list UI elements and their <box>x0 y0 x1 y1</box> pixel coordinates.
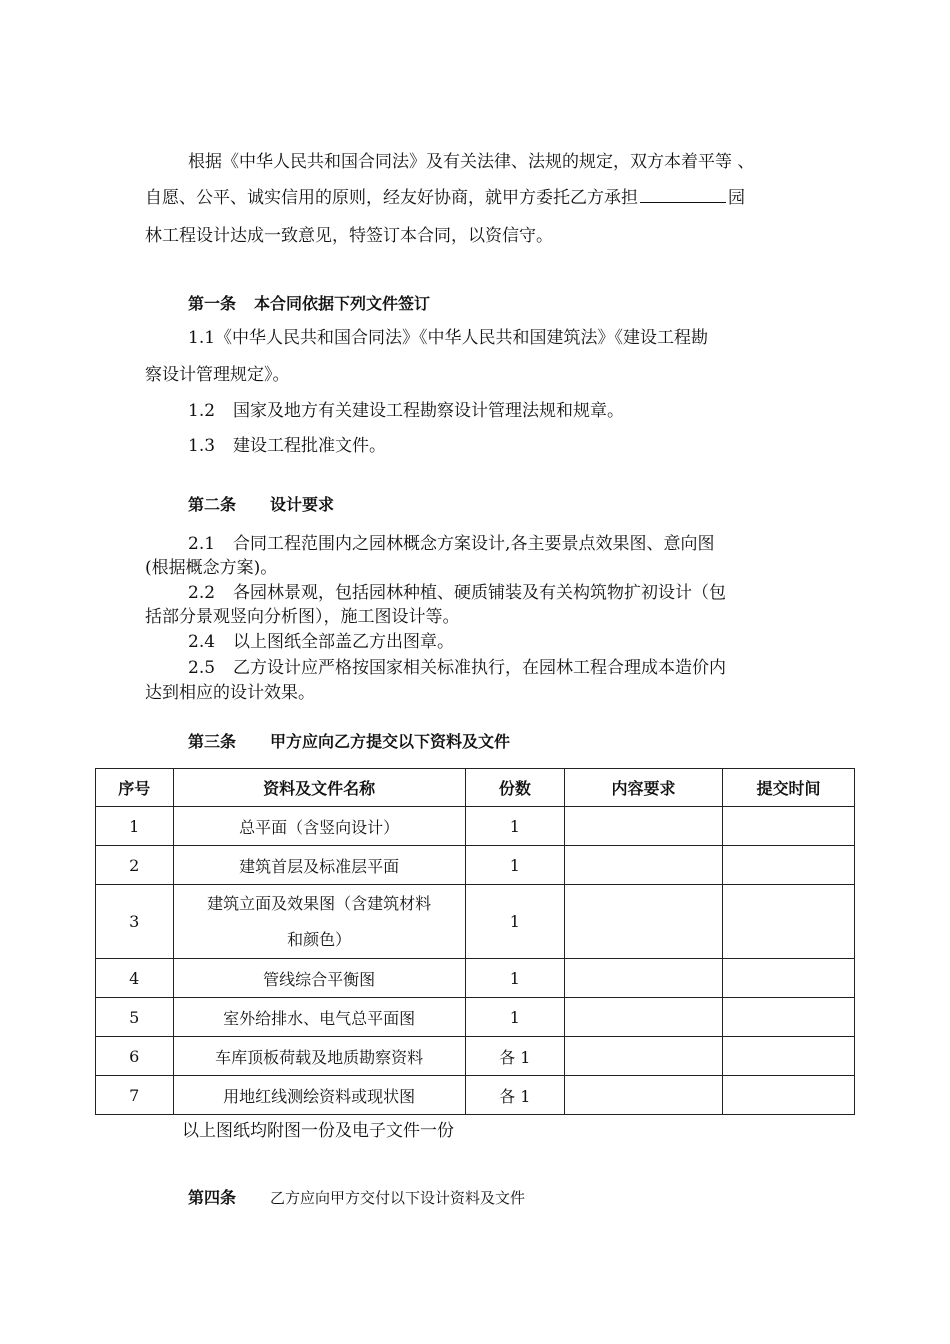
item-number: 2.2 <box>188 583 216 603</box>
table-header-row <box>96 769 855 807</box>
article1-item-1-2 <box>188 400 624 422</box>
article4-heading <box>188 1187 525 1209</box>
table-row <box>96 846 855 885</box>
cell-submit-time <box>723 959 855 998</box>
article2-item-2-1-a <box>188 533 714 555</box>
table-row <box>96 998 855 1037</box>
article2-heading <box>188 494 334 516</box>
item-text: 建设工程批准文件。 <box>233 436 387 456</box>
header-submit-time: 提交时间 <box>723 769 855 807</box>
fill-in-blank <box>640 188 726 203</box>
article4-heading-title: 乙方应向甲方交付以下设计资料及文件 <box>270 1189 526 1207</box>
preamble-line-2-text: 自愿、公平、诚实信用的原则，经友好协商，就甲方委托乙方承担 <box>145 188 638 208</box>
cell-content-requirements <box>564 1037 722 1076</box>
cell-submit-time <box>723 998 855 1037</box>
table-row <box>96 1037 855 1076</box>
article1-item-1-1-b: 察设计管理规定》。 <box>145 365 290 385</box>
header-copies: 份数 <box>465 769 564 807</box>
article3-heading <box>188 731 510 753</box>
cell-copies: 1 <box>465 959 564 998</box>
item-text: 国家及地方有关建设工程勘察设计管理法规和规章。 <box>233 401 625 421</box>
documents-table <box>95 768 855 1115</box>
article1-heading <box>188 293 430 315</box>
cell-content-requirements <box>564 959 722 998</box>
cell-content-requirements <box>564 1076 722 1115</box>
header-document-name: 资料及文件名称 <box>173 769 465 807</box>
cell-serial: 6 <box>96 1037 174 1076</box>
preamble-line-3: 林工程设计达成一致意见，特签订本合同，以资信守。 <box>145 226 553 246</box>
cell-content-requirements <box>564 998 722 1037</box>
table-row <box>96 807 855 846</box>
cell-copies: 各 1 <box>465 1076 564 1115</box>
preamble-line-2 <box>145 187 745 209</box>
article2-item-2-5-a <box>188 657 726 679</box>
article1-item-1-1-a: 1.1《中华人民共和国合同法》《中华人民共和国建筑法》《建设工程勘 <box>188 328 709 348</box>
cell-submit-time <box>723 846 855 885</box>
cell-document-name-line-2: 和颜色） <box>287 929 352 949</box>
cell-copies: 1 <box>465 885 564 959</box>
article2-item-2-2-a <box>188 582 726 604</box>
cell-document-name <box>173 885 465 959</box>
item-text: 合同工程范围内之园林概念方案设计,各主要景点效果图、意向图 <box>233 534 715 554</box>
cell-document-name: 建筑首层及标准层平面 <box>173 846 465 885</box>
cell-content-requirements <box>564 807 722 846</box>
cell-content-requirements <box>564 846 722 885</box>
header-serial: 序号 <box>96 769 174 807</box>
article3-heading-number: 第三条 <box>188 732 237 751</box>
cell-document-name-line-1: 建筑立面及效果图（含建筑材料 <box>207 893 432 913</box>
preamble-line-2-tail: 园 <box>728 188 745 208</box>
cell-copies: 1 <box>465 998 564 1037</box>
item-number: 1.2 <box>188 401 216 421</box>
table-note: 以上图纸均附图一份及电子文件一份 <box>182 1121 454 1141</box>
item-text: 以上图纸全部盖乙方出图章。 <box>233 632 455 652</box>
table-row <box>96 1076 855 1115</box>
cell-submit-time <box>723 1037 855 1076</box>
article1-heading-number: 第一条 <box>188 294 237 313</box>
table-row <box>96 959 855 998</box>
item-text: 各园林景观，包括园林种植、硬质铺装及有关构筑物扩初设计（包 <box>233 583 727 603</box>
article2-item-2-1-b: (根据概念方案)。 <box>145 558 278 578</box>
cell-submit-time <box>723 885 855 959</box>
cell-copies: 1 <box>465 807 564 846</box>
article2-heading-title: 设计要求 <box>270 495 335 514</box>
cell-submit-time <box>723 807 855 846</box>
cell-serial: 4 <box>96 959 174 998</box>
item-text: 乙方设计应严格按国家相关标准执行，在园林工程合理成本造价内 <box>233 658 727 678</box>
cell-document-name: 总平面（含竖向设计） <box>173 807 465 846</box>
cell-serial: 7 <box>96 1076 174 1115</box>
cell-serial: 1 <box>96 807 174 846</box>
cell-content-requirements <box>564 885 722 959</box>
article1-heading-title: 本合同依据下列文件签订 <box>254 294 431 313</box>
cell-submit-time <box>723 1076 855 1115</box>
preamble-line-1: 根据《中华人民共和国合同法》及有关法律、法规的规定，双方本着平等 、 <box>188 152 755 172</box>
item-number: 1.3 <box>188 436 216 456</box>
cell-copies: 各 1 <box>465 1037 564 1076</box>
article1-item-1-3 <box>188 435 386 457</box>
table-row <box>96 885 855 959</box>
item-number: 2.4 <box>188 632 216 652</box>
cell-document-name: 用地红线测绘资料或现状图 <box>173 1076 465 1115</box>
cell-document-name: 车库顶板荷载及地质勘察资料 <box>173 1037 465 1076</box>
article3-heading-title: 甲方应向乙方提交以下资料及文件 <box>270 732 511 751</box>
item-number: 2.5 <box>188 658 216 678</box>
article2-heading-number: 第二条 <box>188 495 237 514</box>
item-number: 2.1 <box>188 534 216 554</box>
cell-serial: 3 <box>96 885 174 959</box>
header-content-requirements: 内容要求 <box>564 769 722 807</box>
article2-item-2-5-b: 达到相应的设计效果。 <box>145 683 315 703</box>
cell-serial: 5 <box>96 998 174 1037</box>
article2-item-2-4 <box>188 631 454 653</box>
cell-document-name: 室外给排水、电气总平面图 <box>173 998 465 1037</box>
cell-document-name: 管线综合平衡图 <box>173 959 465 998</box>
cell-copies: 1 <box>465 846 564 885</box>
cell-serial: 2 <box>96 846 174 885</box>
article4-heading-number: 第四条 <box>188 1188 237 1207</box>
article2-item-2-2-b: 括部分景观竖向分析图），施工图设计等。 <box>145 607 460 627</box>
